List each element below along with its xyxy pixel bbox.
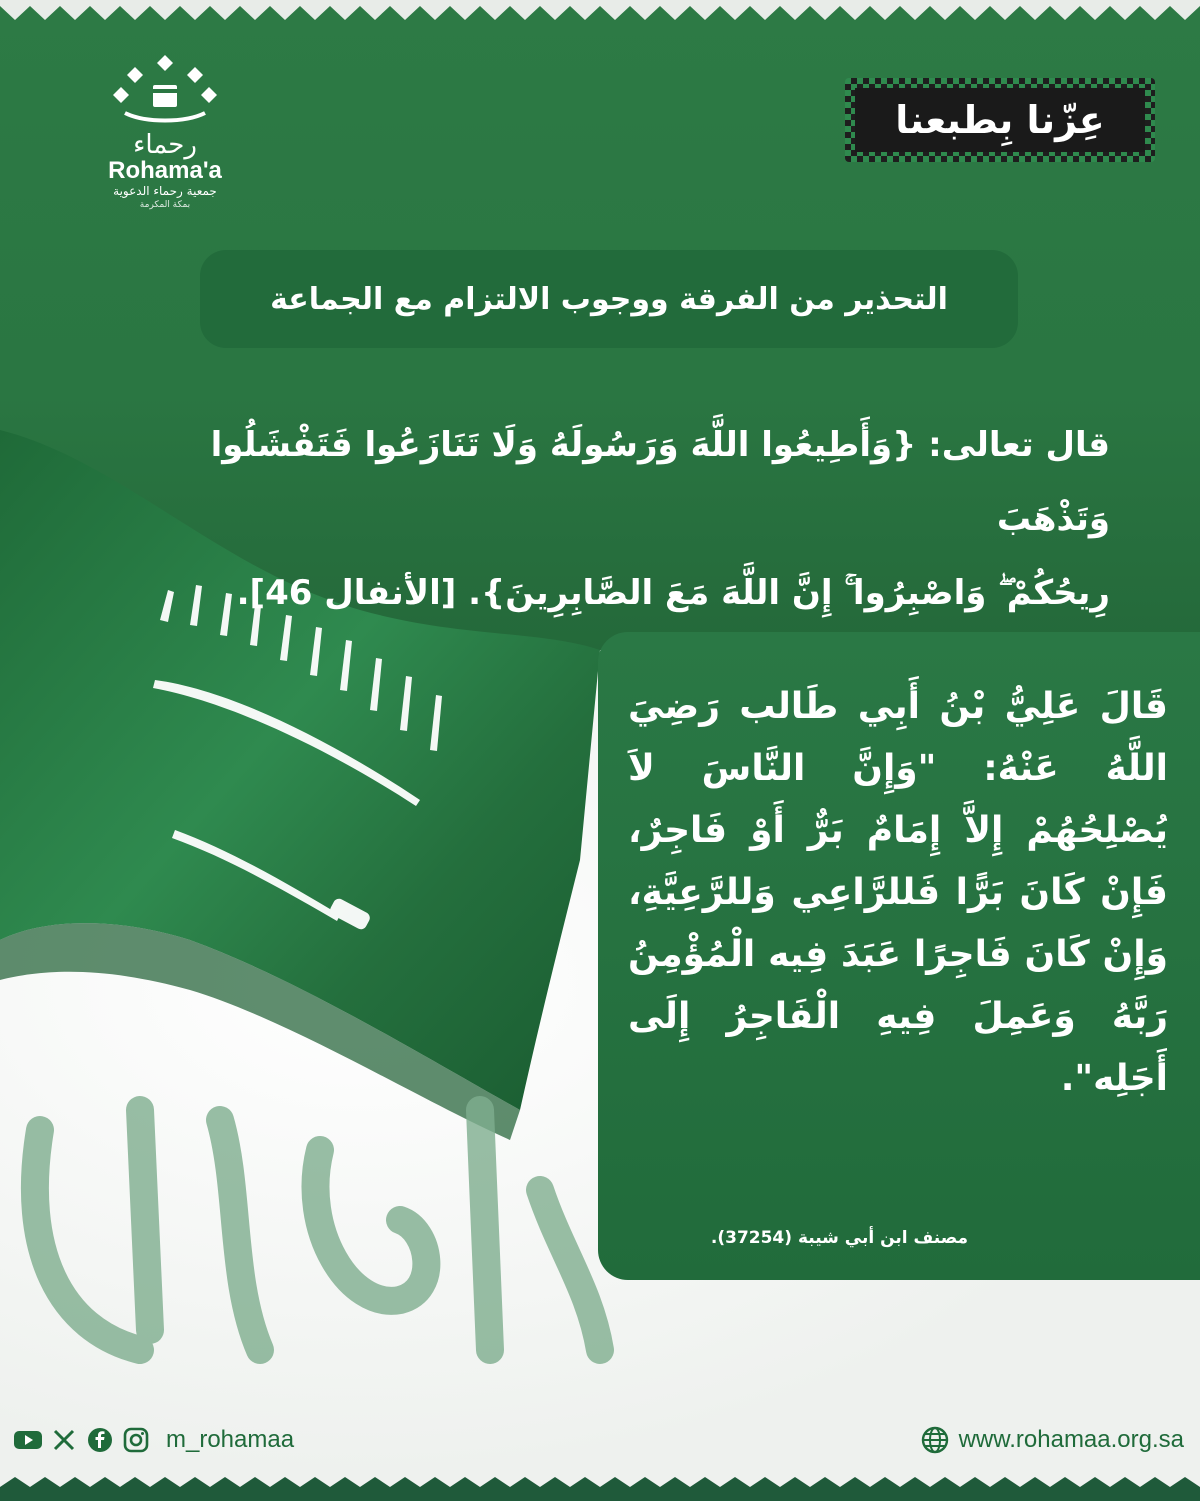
verse-line-2: رِيحُكُمْ ۖ وَاصْبِرُوا ۚ إِنَّ اللَّهَ مَعَ الصَّابِرِينَ}. [الأنفال 46].	[236, 573, 1110, 613]
social-handle[interactable]: m_rohamaa	[166, 1426, 295, 1453]
watermark-calligraphy	[0, 1050, 620, 1380]
kaaba-emblem-icon	[105, 55, 225, 125]
youtube-icon[interactable]	[14, 1426, 42, 1454]
verse-line-1: قال تعالى: {وَأَطِيعُوا اللَّهَ وَرَسُولَهُ وَلَا تَنَازَعُوا فَتَفْشَلُوا وَتَذْهَبَ	[210, 425, 1110, 539]
logo-english-name: Rohama'a	[108, 157, 222, 184]
title-pill	[200, 250, 1018, 348]
rohamaa-logo	[90, 55, 240, 215]
slogan-badge	[845, 78, 1155, 162]
x-icon[interactable]	[50, 1426, 78, 1454]
quran-verse	[120, 408, 1110, 630]
top-zigzag-border	[0, 0, 1200, 24]
logo-city: بمكة المكرمة	[139, 200, 191, 210]
instagram-icon[interactable]	[122, 1426, 150, 1454]
website-url[interactable]: www.rohamaa.org.sa	[958, 1426, 1184, 1453]
page-title: التحذير من الفرقة ووجوب الالتزام مع الجماعة	[270, 281, 948, 317]
social-links	[14, 1422, 294, 1458]
facebook-icon[interactable]	[86, 1426, 114, 1454]
hadith-source: مصنف ابن أبي شيبة (37254).	[710, 1228, 968, 1248]
hadith-text: قَالَ عَلِيُّ بْنُ أَبِي طَالب رَضِيَ اللَّهُ عَنْهُ: "وَإِنَّ النَّاسَ لاَ يُصْلِحُهُمْ إِلاَّ إِمَامٌ بَرٌّ أَوْ فَاجِرٌ، فَإِنْ كَانَ بَرًّا فَللرَّاعِي وَللرَّعِيَّةِ، وَإِنْ كَانَ فَاجِرًا عَبَدَ فِيه الْمُؤْمِنُ رَبَّهُ وَعَمِلَ فِيهِ الْفَاجِرُ إِلَى أَجَلِه".	[628, 686, 1168, 1099]
bottom-zigzag-border	[0, 1475, 1200, 1501]
globe-icon	[921, 1426, 949, 1454]
slogan-text: عِزّنا بِطبعنا	[895, 98, 1105, 142]
logo-arabic-name: رحماء	[133, 130, 197, 160]
hadith-box	[598, 632, 1200, 1280]
website-link[interactable]	[921, 1422, 1184, 1458]
logo-subtitle: جمعية رحماء الدعوية	[113, 184, 217, 198]
